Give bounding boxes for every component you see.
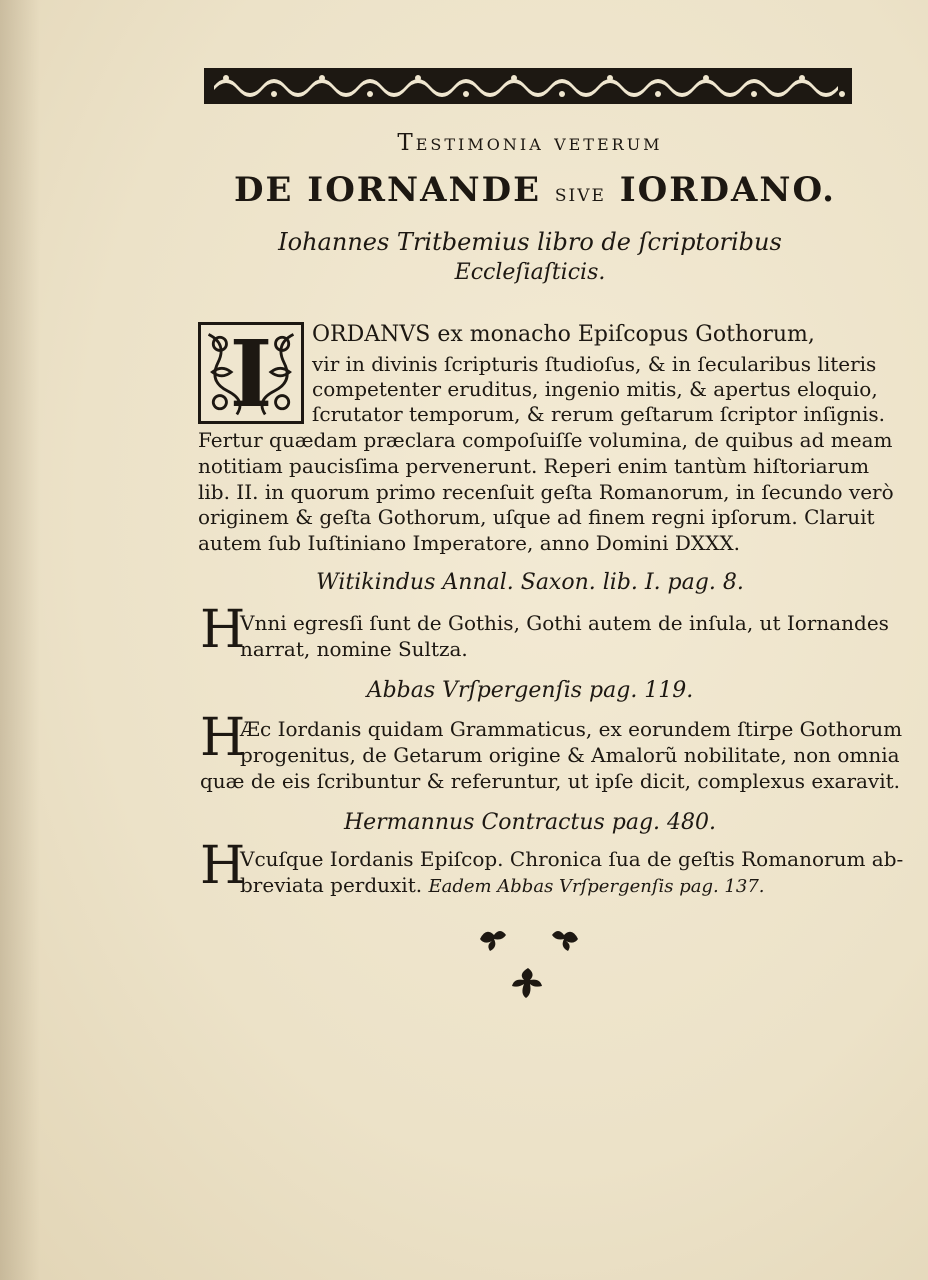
section4-line-2-text: breviata perduxit. [240,873,423,897]
section4-line-1: Vcuſque Iordanis Epiſcop. Chronica ſua de geſtis Romanorum ab- [240,847,904,871]
section3-line-2: progenitus, de Getarum origine & Amalorũ nobilitate, non omnia [240,743,900,767]
section1-line-9: autem ſub Iuſtiniano Imperatore, anno Domini DXXX. [198,531,740,555]
section3-line-1: Æc Iordanis quidam Grammaticus, ex eorundem ſtirpe Gothorum [240,717,903,741]
section2-initial: H [200,600,246,660]
heading-part-b: sive [554,179,606,207]
spine-shadow [0,0,40,1280]
section4-line-2 [240,872,765,900]
section1-title-line1: Iohannes Tritbemius libro de ſcriptoribus [278,228,782,256]
section2-title: Witikindus Annal. Saxon. lib. I. pag. 8. [316,570,744,595]
section4-initial: H [200,836,246,896]
fleuron-right-icon [548,924,582,954]
heading-part-a: DE IORNANDE [234,170,541,210]
section2-line-2: narrat, nomine Sultza. [240,637,468,661]
section3-initial: H [200,708,246,768]
section1-line-2: vir in divinis ſcripturis ſtudioſus, & in ſecularibus literis [312,352,877,376]
heading-part-c: IORDANO. [619,170,836,210]
heading-testimonia: Testimonia veterum [397,130,663,156]
fleuron-left-icon [476,924,510,954]
section1-line-7: lib. II. in quorum primo recenſuit geſta Romanorum, in ſecundo verò [198,480,894,504]
section1-line-5: Fertur quædam præclara compoſuiſſe volumina, de quibus ad meam [198,428,893,452]
section1-title-line2: Eccleſiaſticis. [454,260,606,285]
section1-line-8: originem & geſta Gothorum, uſque ad finem regni ipſorum. Claruit [198,505,875,529]
section1-line-4: ſcrutator temporum, & rerum geſtarum ſcriptor inſignis. [312,402,886,426]
ornamental-header-band [204,66,852,106]
section1-line-3: competenter eruditus, ingenio mitis, & apertus eloquio, [312,377,878,401]
section3-line-3: quæ de eis ſcribuntur & referuntur, ut ipſe dicit, complexus exaravit. [200,769,901,793]
heading-de-iornande [190,170,880,210]
section4-line-2-ref: Eadem Abbas Vrſpergenſis pag. 137. [428,876,765,897]
section2-line-1: Vnni egresſi ſunt de Gothis, Gothi autem de inſula, ut Iornandes [240,611,889,635]
dropcap-letter: I [229,320,273,428]
section1-line-6: notitiam paucisſima pervenerunt. Reperi enim tantùm hiſtoriarum [198,454,870,478]
section1-line-1: ORDANVS ex monacho Epiſcopus Gothorum, [312,322,815,347]
section4-title: Hermannus Contractus pag. 480. [343,810,717,835]
decorated-initial [198,320,304,428]
section3-title: Abbas Vrſpergenſis pag. 119. [366,678,694,703]
fleuron-bottom-icon [512,966,544,1000]
